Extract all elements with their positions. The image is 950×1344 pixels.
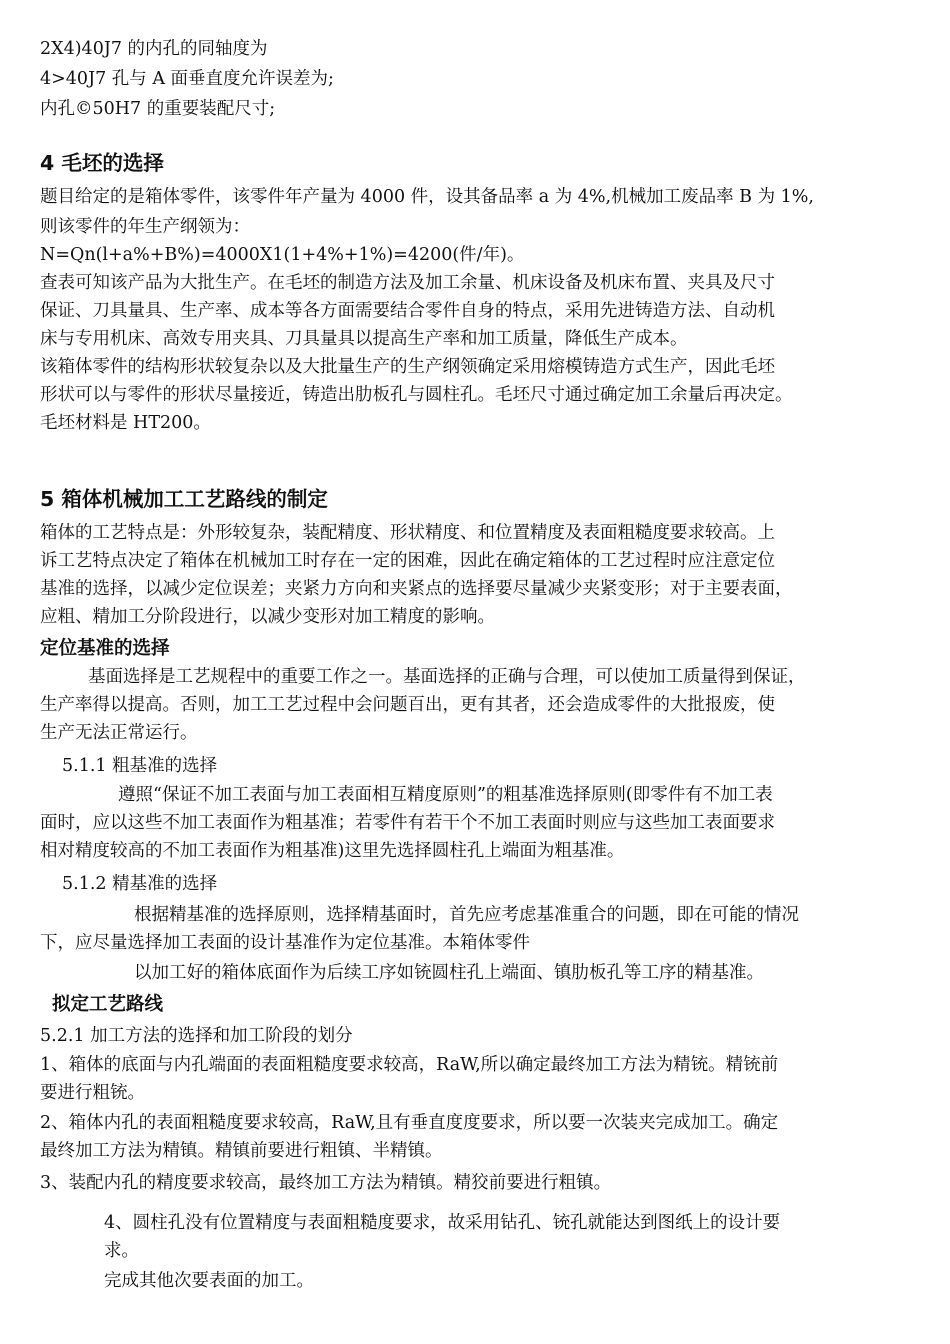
- text-line: 完成其他次要表面的加工。: [104, 1271, 314, 1291]
- text-line: 诉工艺特点决定了箱体在机械加工时存在一定的困难，因此在确定箱体的工艺过程时应注意定位: [40, 551, 775, 571]
- section-heading-4: 4 毛坯的选择: [40, 151, 164, 175]
- text-line: 箱体的工艺特点是：外形较复杂，装配精度、形状精度、和位置精度及表面粗糙度要求较高。上: [40, 523, 775, 543]
- subheading-datum: 定位基准的选择: [40, 638, 170, 659]
- subheading-route: 拟定工艺路线: [52, 994, 164, 1015]
- formula-line: N=Qn(l+a%+B%)=4000X1(1+4%+1%)=4200(件/年)。: [40, 245, 525, 265]
- text-line: 保证、刀具量具、生产率、成本等各方面需要结合零件自身的特点，采用先进铸造方法、自动机: [40, 301, 775, 321]
- text-line: 基面选择是工艺规程中的重要工作之一。基面选择的正确与合理，可以使加工质量得到保证，: [88, 667, 806, 687]
- text-line: 查表可知该产品为大批生产。在毛坯的制造方法及加工余量、机床设备及机床布置、夹具及尺寸: [40, 273, 775, 293]
- text-line: 下，应尽量选择加工表面的设计基准作为定位基准。本箱体零件: [40, 933, 530, 953]
- text-line: 题目给定的是箱体零件，该零件年产量为 4000 件，设其备品率 a 为 4%,机械加工废品率 B 为 1%,: [40, 187, 814, 207]
- text-line: 则该零件的年生产纲领为：: [40, 217, 250, 237]
- text-line: 相对精度较高的不加工表面作为粗基准)这里先选择圆柱孔上端面为粗基准。: [40, 841, 625, 861]
- list-item-3: 3、装配内孔的精度要求较高，最终加工方法为精镇。精狡前要进行粗镇。: [40, 1173, 612, 1193]
- text-line: 该箱体零件的结构形状较复杂以及大批量生产的生产纲领确定采用熔模铸造方式生产，因此毛坯: [40, 357, 775, 377]
- text-line: 求。: [104, 1241, 139, 1261]
- text-line: 床与专用机床、高效专用夹具、刀具量具以提高生产率和加工质量，降低生产成本。: [40, 329, 688, 349]
- text-line: 毛坯材料是 HT200。: [40, 413, 211, 433]
- text-line: 根据精基准的选择原则，选择精基面时，首先应考虑基准重合的问题，即在可能的情况: [134, 905, 799, 925]
- list-item-2: 2、箱体内孔的表面粗糙度要求较高，RaW,且有垂直度度要求，所以要一次装夹完成加工。确定: [40, 1113, 779, 1133]
- text-line: 4>40J7 孔与 A 面垂直度允许误差为;: [40, 69, 334, 89]
- text-line: 面时，应以这些不加工表面作为粗基准；若零件有若干个不加工表面时则应与这些加工表面要求: [40, 813, 775, 833]
- subsection-title-511: 5.1.1 粗基准的选择: [62, 756, 218, 776]
- text-line: 以加工好的箱体底面作为后续工序如铳圆柱孔上端面、镇肋板孔等工序的精基准。: [134, 963, 764, 983]
- text-line: 最终加工方法为精镇。精镇前要进行粗镇、半精镇。: [40, 1141, 443, 1161]
- list-item-1: 1、箱体的底面与内孔端面的表面粗糙度要求较高，RaW,所以确定最终加工方法为精铳。精铳前: [40, 1055, 779, 1075]
- text-line: 内孔©50H7 的重要装配尺寸;: [40, 99, 276, 119]
- text-line: 应粗、精加工分阶段进行，以减少变形对加工精度的影响。: [40, 607, 495, 627]
- subsection-title-521: 5.2.1 加工方法的选择和加工阶段的划分: [40, 1026, 353, 1046]
- subsection-title-512: 5.1.2 精基准的选择: [62, 874, 218, 894]
- text-line: 形状可以与零件的形状尽量接近，铸造出肋板孔与圆柱孔。毛坯尺寸通过确定加工余量后再决定。: [40, 385, 793, 405]
- text-line: 基准的选择，以减少定位误差；夹紧力方向和夹紧点的选择要尽量减少夹紧变形；对于主要表面，: [40, 579, 793, 599]
- text-line: 遵照“保证不加工表面与加工表面相互精度原则”的粗基准选择原则(即零件有不加工表: [118, 785, 773, 805]
- text-line: 生产率得以提高。否则，加工工艺过程中会问题百出，更有其者，还会造成零件的大批报废，使: [40, 695, 775, 715]
- text-line: 2X4)40J7 的内孔的同轴度为: [40, 39, 268, 59]
- section-heading-5: 5 箱体机械加工工艺路线的制定: [40, 487, 328, 511]
- text-line: 要进行粗铳。: [40, 1083, 145, 1103]
- text-line: 生产无法正常运行。: [40, 723, 198, 743]
- list-item-4: 4、圆柱孔没有位置精度与表面粗糙度要求，故采用钻孔、铳孔就能达到图纸上的设计要: [104, 1213, 781, 1233]
